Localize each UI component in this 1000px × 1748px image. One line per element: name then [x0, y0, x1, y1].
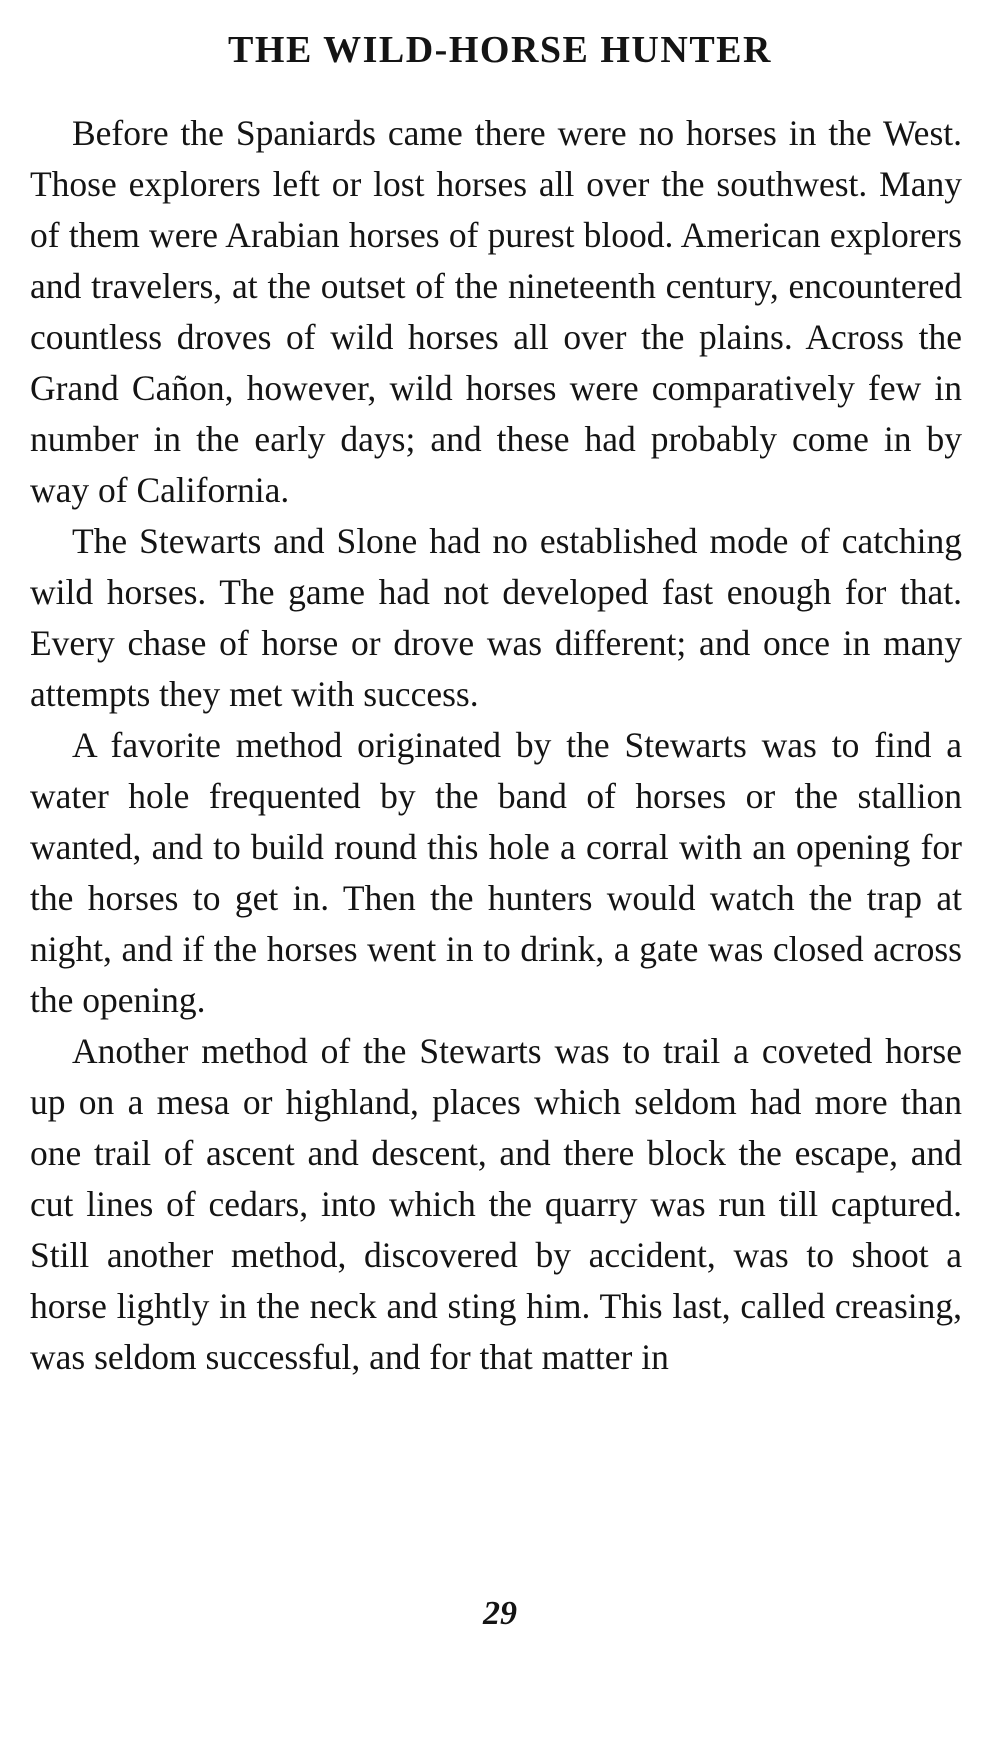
page-number: 29	[483, 1595, 517, 1632]
running-head: THE WILD-HORSE HUNTER	[228, 29, 772, 71]
body-text	[30, 108, 962, 1383]
paragraph: Before the Spaniards came there were no horses in the West. Those explorers left or lost horses all over the southwest. Many of them were Arabian horses of purest blood. American explorers and travelers, at the outset of the nineteenth century, encountered countless droves of wild horses all over the plains. Across the Grand Cañon, however, wild horses were comparatively few in number in the early days; and these had probably come in by way of California.	[30, 113, 962, 510]
paragraph: A favorite method originated by the Stewarts was to find a water hole frequented by the band of horses or the stallion wanted, and to build round this hole a corral with an opening for the horses to get in. Then the hunters would watch the trap at night, and if the horses went in to drink, a gate was closed across the opening.	[30, 725, 962, 1020]
paragraph: The Stewarts and Slone had no established mode of catching wild horses. The game had not developed fast enough for that. Every chase of horse or drove was different; and once in many attempts they met with success.	[30, 521, 962, 714]
paragraph: Another method of the Stewarts was to trail a coveted horse up on a mesa or highland, places which seldom had more than one trail of ascent and descent, and there block the escape, and cut lines of cedars, into which the quarry was run till captured. Still another method, discovered by accident, was to shoot a horse lightly in the neck and sting him. This last, called creasing, was seldom successful, and for that matter in	[30, 1031, 962, 1377]
